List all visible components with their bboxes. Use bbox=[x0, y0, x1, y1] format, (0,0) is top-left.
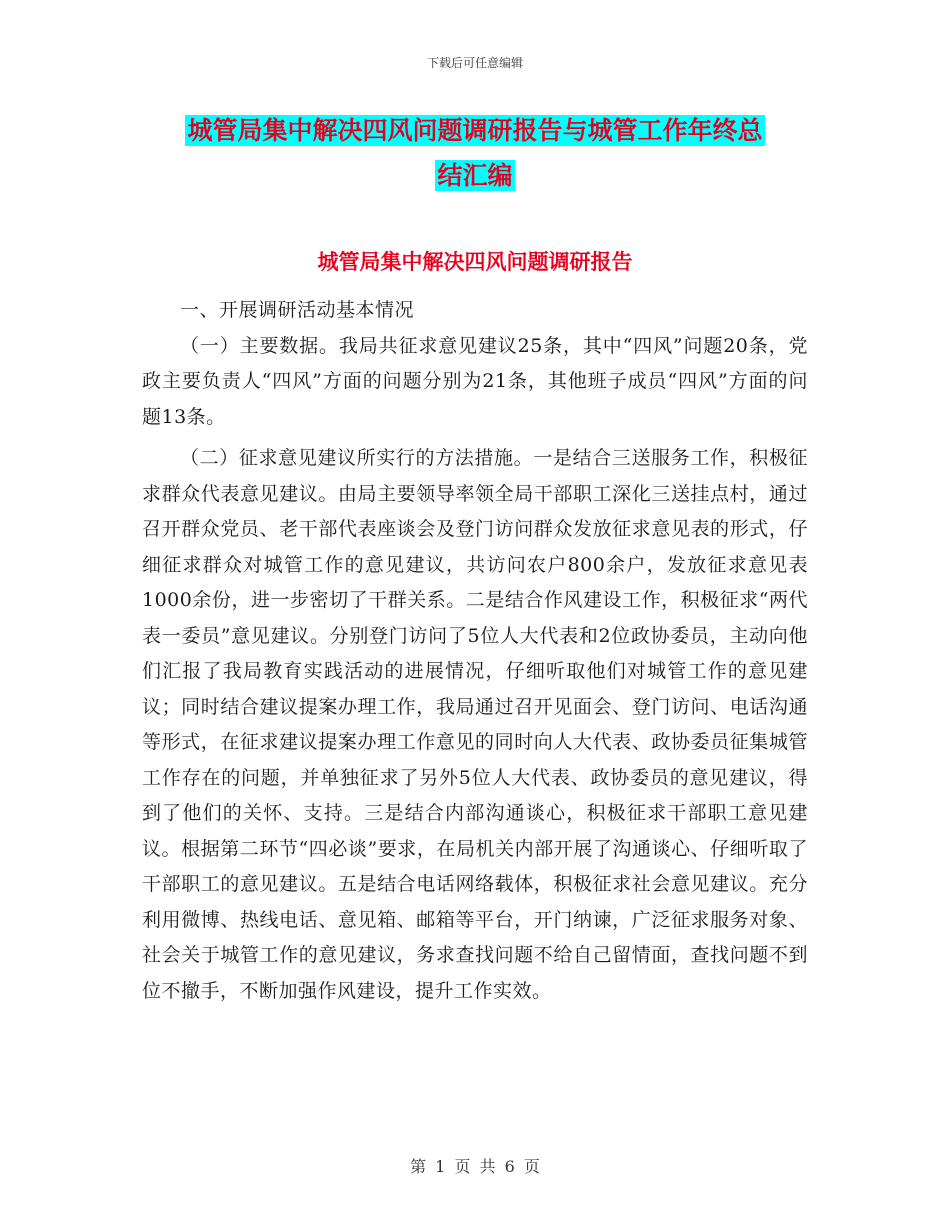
document-title-line-2: 结汇编 bbox=[437, 161, 513, 190]
section-title: 城管局集中解决四风问题调研报告 bbox=[317, 250, 633, 274]
body-text bbox=[142, 293, 808, 1009]
page-number-footer: 第 1 页 共 6 页 bbox=[410, 1157, 540, 1176]
document-title bbox=[140, 108, 810, 198]
paragraph-main-data: （一）主要数据。我局共征求意见建议25条，其中“四风”问题20条，党政主要负责人“四风”方面的问题分别为21条，其他班子成员“四风”方面的问题13条。 bbox=[142, 334, 808, 428]
heading-basic-situation: 一、开展调研活动基本情况 bbox=[180, 299, 415, 321]
header-note: 下载后可任意编辑 bbox=[426, 56, 523, 70]
paragraph-methods: （二）征求意见建议所实行的方法措施。一是结合三送服务工作，积极征求群众代表意见建议。由局主要领导率领全局干部职工深化三送挂点村，通过召开群众党员、老干部代表座谈会及登门访问群众发放征求意见表的形式，仔细征求群众对城管工作的意见建议，共访问农户800余户，发放征求意见表1000余份，进一步密切了干群关系。二是结合作风建设工作，积极征求“两代表一委员”意见建议。分别登门访问了5位人大代表和2位政协委员，主动向他们汇报了我局教育实践活动的进展情况，仔细听取他们对城管工作的意见建议；同时结合建议提案办理工作，我局通过召开见面会、登门访问、电话沟通等形式，在征求建议提案办理工作意见的同时向人大代表、政协委员征集城管工作存在的问题，并单独征求了另外5位人大代表、政协委员的意见建议，得到了他们的关怀、支持。三是结合内部沟通谈心，积极征求干部职工意见建议。根据第二环节“四必谈”要求，在局机关内部开展了沟通谈心、仔细听取了干部职工的意见建议。五是结合电话网络载体，积极征求社会意见建议。充分利用微博、热线电话、意见箱、邮箱等平台，开门纳谏，广泛征求服务对象、社会关于城管工作的意见建议，务求查找问题不给自己留情面，查找问题不到位不撤手，不断加强作风建设，提升工作实效。 bbox=[142, 447, 808, 1002]
document-title-line-1: 城管局集中解决四风问题调研报告与城管工作年终总 bbox=[187, 116, 763, 145]
